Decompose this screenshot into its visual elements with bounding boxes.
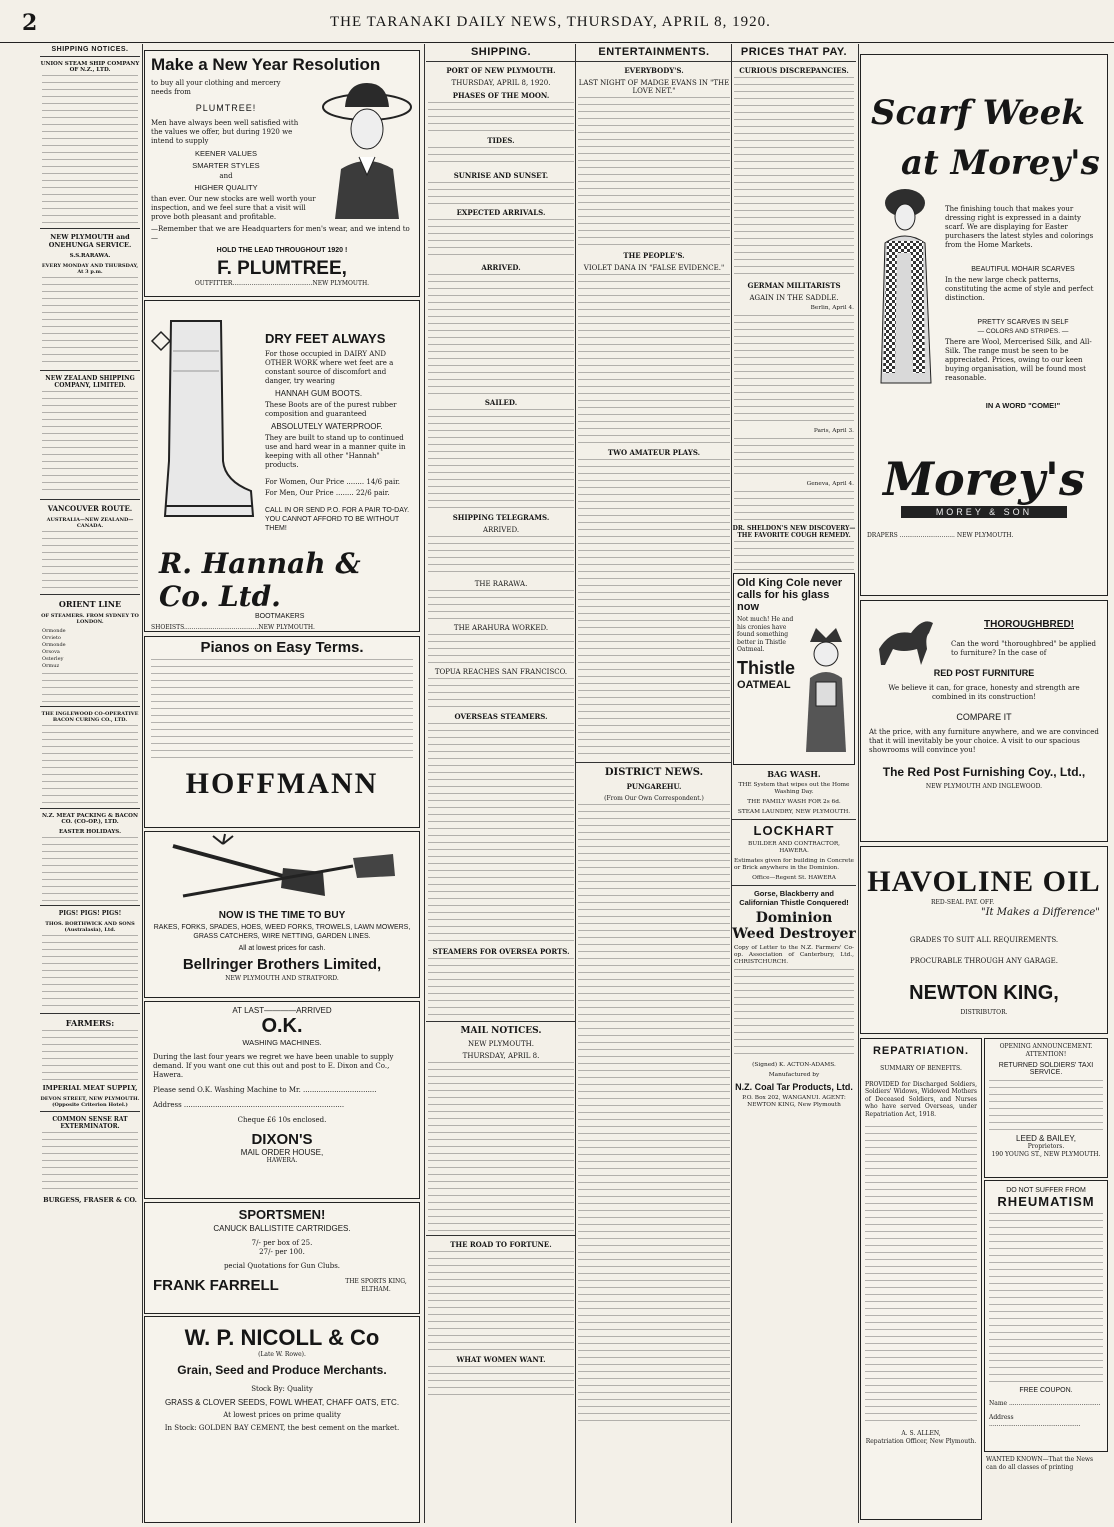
call-in-text: CALL IN OR SEND P.O. FOR A PAIR TO-DAY. YOU CANNOT AFFORD TO BE WITHOUT THEM! [265,507,410,532]
body-text [428,147,574,167]
divider [576,762,732,763]
divider [40,499,140,500]
body-text [734,438,854,478]
leed-bailey-name: LEED & BAILEY, [1016,1134,1076,1143]
at-last-arrived: AT LAST————ARRIVED [232,1006,332,1015]
mail-date: THURSDAY, APRIL 8. [462,1052,540,1060]
rarawa-heading: THE RARAWA. [474,580,528,588]
divider [732,819,856,820]
women-price: For Women, Our Price ........ 14/6 pair. [265,478,400,486]
absolutely-waterproof: ABSOLUTELY WATERPROOF. [271,422,383,431]
column-heading: SHIPPING. [426,44,576,62]
now-is-the-time: NOW IS THE TIME TO BUY [218,910,346,921]
hold-the-lead: HOLD THE LEAD THROUGHOUT 1920 ! [216,247,348,254]
old-king-cole-headline: Old King Cole never calls for his glass now [737,577,843,613]
prices-column [732,44,856,1523]
port-heading: PORT OF NEW PLYMOUTH. [446,66,556,75]
procurable-line: PROCURABLE THROUGH ANY GARAGE. [910,956,1058,965]
body-text [428,958,574,1018]
bag-wash-body: THE System that wipes out the Home Washing Day. [738,782,850,795]
bellringer-address: NEW PLYMOUTH AND STRATFORD. [225,975,339,982]
arrived-subheading: ARRIVED. [482,526,520,534]
pianos-headline: Pianos on Easy Terms. [200,639,364,656]
moreys-logo: Morey's [883,452,1085,506]
r-hannah-logo: R. Hannah & Co. Ltd. [159,547,361,613]
vancouver-route-heading: VANCOUVER ROUTE. [47,504,133,513]
column-heading: SHIPPING NOTICES. [40,44,140,57]
ship-name: Orvieto [42,635,61,641]
family-wash-price: THE FAMILY WASH FOR 2s 6d. [747,799,841,805]
old-king-cole-body: Not much! He and his cronies have found something better in Thistle Oatmeal. [737,616,794,653]
divider [40,706,140,707]
outfitter-line: OUTFITTER..........................................NEW PLYMOUTH. [194,280,370,287]
divider [732,885,856,886]
entertainments-column [576,44,732,1523]
ok-body: During the last four years we regret we have been unable to supply demand. If you want one cut this out and post to E. Dixon and Co., Hawera. [153,1053,394,1079]
what-women-want-heading: WHAT WOMEN WANT. [456,1355,546,1364]
divider [426,1021,576,1022]
wanganui-address: P.O. Box 202, WANGANUI. AGENT: NEWTON KING, New Plymouth [742,1095,846,1108]
column-rule [424,44,425,1523]
vessel-name: S.S.RARAWA. [69,253,111,259]
allen-name: A. S. ALLEN, [901,1430,941,1437]
union-company-heading: UNION STEAM SHIP COMPANY OF N.Z., LTD. [40,61,140,73]
signed-line: (Signed) K. ACTON-ADAMS. [752,1062,836,1068]
vancouver-subheading: AUSTRALIA—NEW ZEALAND—CANADA. [46,517,134,529]
garden-tools-illustration [153,836,411,906]
repatriation-body: PROVIDED for Discharged Soldiers, Soldiers' Widows, Widowed Mothers of Deceased Soldiers, and Nurses who have served Overseas, under Repatriation Act, 1918. [865,1080,977,1118]
diamond-logo-icon [151,331,171,351]
divider [40,1013,140,1014]
body-text [42,725,138,805]
dry-feet-body: For those occupied in DAIRY AND OTHER WORK where wet feet are a constant source of discomfort and danger, try wearing [265,350,394,385]
body-text [428,536,574,576]
red-post-address: NEW PLYMOUTH AND INGLEWOOD. [925,783,1043,790]
body-text [42,935,138,1010]
paris-dateline: Paris, April 3. [813,428,854,434]
geneva-dateline: Geneva, April 4. [806,481,854,487]
wp-nicoll-advertisement [144,1316,420,1523]
thistle-oatmeal-advertisement [733,573,855,765]
page-number: 2 [22,10,38,36]
body-text [42,277,138,367]
dry-feet-body-2: These Boots are of the purest rubber composition and guaranteed [265,401,397,418]
wanted-known-notice: WANTED KNOWN—That the News can do all classes of printing [986,1456,1094,1471]
red-seal-mark: RED-SEAL PAT. OFF. [931,899,995,906]
body-text [42,673,138,703]
ship-name: Osterley [42,656,64,662]
morey-and-son-banner: MOREY & SON [901,506,1067,518]
right-advertisements-column [860,44,1110,1523]
body-text [989,1213,1103,1383]
body-text [428,723,574,943]
sportsmen-headline: SPORTSMEN! [238,1207,326,1222]
rat-exterminator-heading: COMMON SENSE RAT EXTERMINATOR. [52,1116,128,1130]
body-text [734,491,854,521]
bacon-company-heading: THE INGLEWOOD CO-OPERATIVE BACON CURING CO., LTD. [41,711,139,723]
thoroughbred-headline: THOROUGHBRED! [984,619,1074,630]
body-text [428,1366,574,1396]
bootmakers-label: BOOTMAKERS [255,613,305,620]
column-rule [858,44,859,1523]
at-moreys-headline: at Morey's [901,143,1100,183]
district-news-heading: DISTRICT NEWS. [604,767,704,778]
ship-name: Ormuz [42,663,60,669]
plumtree-body-2: than ever. Our new stocks are well worth your inspection, and we feel sure that a visit will prove both pleasant and profitable. [151,195,316,221]
bag-wash-heading: BAG WASH. [767,769,821,779]
please-send-line: Please send O.K. Washing Machine to Mr. ................................. [153,1086,377,1094]
body-text [578,804,730,1424]
smarter-styles: SMARTER STYLES [192,161,260,170]
returned-soldiers-taxi: RETURNED SOLDIERS' TAXI SERVICE. [998,1062,1094,1076]
and-text: and [219,172,233,180]
divider [40,808,140,809]
divider [40,905,140,906]
ok-washing-machines-advertisement [144,1001,420,1199]
it-makes-a-difference: "It Makes a Difference" [981,906,1100,918]
advertisements-column [144,44,422,1523]
plumtree-intro: to buy all your clothing and mercery needs from [151,79,281,96]
divider [426,1235,576,1236]
rheumatism-headline: RHEUMATISM [997,1194,1095,1209]
golden-bay-cement: In Stock: GOLDEN BAY CEMENT, the best cement on the market. [164,1423,400,1432]
in-a-word-come: IN A WORD "COME!" [985,401,1061,410]
farmers-heading: FARMERS: [65,1018,115,1028]
body-text [428,634,574,664]
coal-tar-products-name: N.Z. Coal Tar Products, Ltd. [735,1082,853,1092]
two-amateur-plays-heading: TWO AMATEUR PLAYS. [607,448,701,457]
weed-letter-intro: Copy of Letter to the N.Z. Farmers' Co-op. Association of Canterbury, Ltd., CHRISTCHURCH. [734,945,854,965]
overseas-steamers-heading: OVERSEAS STEAMERS. [454,712,548,721]
repatriation-headline: REPATRIATION. [872,1045,970,1057]
tides-heading: TIDES. [487,136,515,145]
woman-in-scarf-illustration [865,183,943,383]
bellringer-tools-advertisement [144,831,420,998]
body-text [578,459,730,759]
red-post-company-name: The Red Post Furnishing Coy., Ltd., [882,765,1086,779]
mail-new-plymouth: NEW PLYMOUTH. [468,1040,534,1048]
nz-shipping-heading: NEW ZEALAND SHIPPING COMPANY, LIMITED. [45,375,135,389]
body-text [428,409,574,509]
sailed-heading: SAILED. [484,398,518,407]
body-text [42,837,138,902]
dixons-name: DIXON'S [251,1131,313,1148]
taxi-service-advertisement [984,1038,1108,1178]
red-post-furniture-name: RED POST FURNITURE [933,668,1035,678]
madge-evans-heading: LAST NIGHT OF MADGE EVANS IN "THE LOVE NET." [578,79,730,95]
plumtree-body: Men have always been well satisfied with the values we offer, but during 1920 we intend to supply [151,119,299,145]
divider [40,594,140,595]
address-line: Address ........................................................................ [153,1101,345,1109]
body-text [734,77,854,277]
shoeists-line: SHOEISTS.......................................NEW PLYMOUTH. [151,624,315,631]
body-text [42,1132,138,1192]
body-text [428,182,574,204]
date-heading: THURSDAY, APRIL 8, 1920. [451,79,551,87]
topua-heading: TOPUA REACHES SAN FRANCISCO. [434,668,568,676]
proprietors-label: Proprietors. [1027,1143,1065,1150]
expected-arrivals-heading: EXPECTED ARRIVALS. [456,208,546,217]
mohair-scarves-heading: BEAUTIFUL MOHAIR SCARVES [971,266,1075,273]
havoline-oil-name: HAVOLINE OIL [867,865,1101,898]
drapers-line: DRAPERS ............................. NEW PLYMOUTH. [867,532,1014,539]
german-militarists-heading: GERMAN MILITARISTS [747,281,841,290]
body-text [428,102,574,132]
column-heading: ENTERTAINMENTS. [576,44,732,62]
divider [40,370,140,371]
peoples-heading: THE PEOPLE'S. [623,251,685,260]
lowest-prices-line: At lowest prices on prime quality [223,1410,341,1419]
higher-quality: HIGHER QUALITY [194,183,258,192]
body-text [428,678,574,708]
newton-king-name: NEWTON KING, [909,981,1059,1004]
pigs-heading: PIGS! PIGS! PIGS! [58,910,122,917]
moreys-scarf-week-advertisement [860,54,1108,596]
builder-contractor: BUILDER AND CONTRACTOR, HAWERA. [747,841,841,854]
sailing-schedule: EVERY MONDAY AND THURSDAY, At 3 p.m. [41,263,139,275]
divider [40,228,140,229]
easter-holidays-heading: EASTER HOLIDAYS. [58,829,121,835]
sheldon-heading: DR. SHELDON'S NEW DISCOVERY—THE FAVORITE COUGH REMEDY. [732,525,856,539]
body-text [578,97,730,247]
weed-destroyer-name: Weed Destroyer [732,926,856,942]
pretty-body: There are Wool, Mercerised Silk, and All-Silk. The range must be seen to be appreciated. Prices, owing to our keen buying organisation, will be found most reasonable. [945,338,1092,382]
opening-announcement: OPENING ANNOUNCEMENT. ATTENTION! [999,1043,1093,1058]
canuck-cartridges: CANUCK BALLISTITE CARTRIDGES. [213,1224,351,1233]
dry-feet-headline: DRY FEET ALWAYS [265,331,386,346]
correspondent-note: (From Our Own Correspondent.) [604,795,704,802]
compare-it-heading: COMPARE IT [956,712,1012,722]
berlin-dateline: Berlin, April 4. [810,305,854,311]
body-text [734,541,854,571]
repatriation-officer: Repatriation Officer, New Plymouth. [865,1437,977,1445]
seeds-list: GRASS & CLOVER SEEDS, FOWL WHEAT, CHAFF OATS, ETC. [164,1397,400,1407]
hannah-gum-boots-advertisement [144,300,420,632]
havoline-oil-advertisement [860,846,1108,1034]
king-cole-illustration [798,622,854,752]
tools-list: RAKES, FORKS, SPADES, HOES, WEED FORKS, TROWELS, LAWN MOWERS, GRASS CATCHERS, WIRE NETTING, GARDEN LINES. [153,924,411,940]
column-rule [142,44,143,1523]
body-text [989,1080,1103,1130]
ship-name: Ormonde [42,628,66,634]
young-street-address: 190 YOUNG ST., NEW PLYMOUTH. [991,1150,1101,1158]
f-plumtree-name: F. PLUMTREE, [217,258,347,279]
body-text [42,75,138,225]
curious-discrepancies-heading: CURIOUS DISCREPANCIES. [739,66,849,75]
orient-subheading: OF STEAMERS. FROM SYDNEY TO LONDON. [41,613,139,625]
steam-laundry-name: STEAM LAUNDRY, NEW PLYMOUTH. [737,809,851,815]
meat-packing-heading: N.Z. MEAT PACKING & BACON CO. (CO-OP.), LTD. [42,813,138,825]
red-post-body: We believe it can, for grace, honesty and strength are combined in its construction! [888,684,1080,701]
plumtree-remember: —Remember that we are Headquarters for men's wear, and we intend to— [151,225,410,242]
column-heading: PRICES THAT PAY. [732,44,856,62]
arahura-heading: THE ARAHURA WORKED. [453,624,549,632]
colors-stripes-heading: — COLORS AND STRIPES. — [977,328,1069,335]
plumtree-headline: Make a New Year Resolution [151,55,381,74]
red-post-furniture-advertisement [860,600,1108,842]
body-text [428,274,574,394]
hawera-label: HAWERA. [266,1157,298,1164]
wp-nicoll-name: W. P. NICOLL & Co [184,1325,380,1350]
body-text [42,1030,138,1080]
grain-seed-produce: Grain, Seed and Produce Merchants. [177,1362,387,1377]
compare-body: At the price, with any furniture anywhere, and we are convinced that it will inevitably be your choice. A visit to our spacious showrooms will convince you! [869,728,1099,754]
lockhart-body: Estimates given for building in Concrete or Brick anywhere in the Dominion. [734,858,854,871]
thoroughbred-body: Can the word "thoroughbred" be applied to furniture? In the case of [951,640,1097,657]
washing-machines-label: WASHING MACHINES. [242,1038,322,1047]
ship-name: Ormonde [42,642,66,648]
mail-notices-heading: MAIL NOTICES. [460,1026,542,1036]
sportsmen-advertisement [144,1202,420,1314]
late-w-rowe: (Late W. Rowe). [258,1351,306,1358]
plumtree-advertisement [144,50,420,297]
keener-values: KEENER VALUES [195,149,257,158]
coupon-name-line: Name ................................................ [989,1400,1101,1407]
hannah-boots-name: HANNAH GUM BOOTS. [275,389,363,398]
man-in-hat-illustration [315,79,415,219]
bellringer-name: Bellringer Brothers Limited, [182,956,382,973]
special-quotations: pecial Quotations for Gun Clubs. [223,1262,341,1270]
everybodys-heading: EVERYBODY'S. [624,66,684,75]
body-text [42,531,138,591]
divider [40,1111,140,1112]
dry-feet-body-3: They are built to stand up to continued use and hard wear in a manner quite in keeping with all other "Hannah" products. [265,434,406,469]
pungarehu-heading: PUNGAREHU. [626,782,682,791]
repatriation-advertisement [860,1038,982,1520]
masthead [0,0,1114,43]
body-text [428,590,574,620]
body-text [42,391,138,496]
lowest-prices: All at lowest prices for cash. [238,945,326,952]
cheque-line: Cheque £6 10s enclosed. [237,1116,327,1124]
scarf-week-headline: Scarf Week [871,93,1085,133]
newspaper-title: THE TARANAKI DAILY NEWS, THURSDAY, APRIL 8, 1920. [330,14,771,30]
again-in-saddle-heading: AGAIN IN THE SADDLE. [749,294,839,302]
manufactured-by: Manufactured by [768,1072,820,1078]
hoffmann-name: HOFFMANN [185,767,379,800]
mail-order-house: MAIL ORDER HOUSE, [240,1148,324,1157]
shipping-notices-column [40,44,140,1523]
borthwick-heading: THOS. BORTHWICK AND SONS (Australasia), Ltd. [45,921,135,933]
scarf-week-body: The finishing touch that makes your dressing right is expressed in a dainty scarf. We are displaying for Easter purchasers the latest styles and colorings from the Home Markets. [945,205,1094,249]
shipping-telegrams-heading: SHIPPING TELEGRAMS. [452,513,550,522]
body-text [734,969,854,1059]
orient-ship-list [42,628,138,670]
phases-heading: PHASES OF THE MOON. [452,91,550,100]
road-to-fortune-heading: THE ROAD TO FORTUNE. [450,1240,552,1249]
sports-king-label: THE SPORTS KING, ELTHAM. [345,1278,407,1293]
shipping-news-column [426,44,576,1523]
grades-line: GRADES TO SUIT ALL REQUIREMENTS. [909,935,1059,944]
body-text [428,219,574,259]
men-price: For Men, Our Price ........ 22/6 pair. [265,489,390,497]
body-text [428,1251,574,1351]
price-per-100: 27/- per 100. [259,1248,305,1256]
dominion-name: Dominion [755,910,833,926]
pianos-price-table [151,659,413,759]
devon-street-address: DEVON STREET, NEW PLYMOUTH. (Opposite Criterion Hotel.) [40,1096,140,1108]
imperial-meat-heading: IMPERIAL MEAT SUPPLY, [42,1084,138,1092]
mohair-body: In the new large check patterns, constituting the acme of style and perfect distinction. [945,276,1094,302]
oatmeal-name: OATMEAL [737,678,791,691]
orient-line-heading: ORIENT LINE [58,599,122,609]
sunrise-heading: SUNRISE AND SUNSET. [453,171,549,180]
coupon-address-line: Address ................................................ [989,1413,1081,1428]
gorse-headline: Gorse, Blackberry and Californian Thistle Conquered! [739,889,849,907]
rheumatism-advertisement [984,1180,1108,1452]
body-text [428,1062,574,1232]
free-coupon: FREE COUPON. [1019,1387,1073,1394]
do-not-suffer: DO NOT SUFFER FROM [1006,1187,1086,1194]
frank-farrell-name: FRANK FARRELL [153,1277,279,1294]
price-per-25: 7/- per box of 25. [251,1239,313,1247]
onehunga-service-heading: NEW PLYMOUTH and ONEHUNGA SERVICE. [48,233,132,249]
stock-quality: Stock By: Quality [251,1384,313,1393]
violet-dana-heading: VIOLET DANA IN "FALSE EVIDENCE." [583,264,725,272]
hoffmann-pianos-advertisement [144,636,420,828]
body-text [734,315,854,425]
arrived-heading: ARRIVED. [481,263,521,272]
burgess-fraser-heading: BURGESS, FRASER & CO. [43,1196,137,1204]
body-text [865,1126,977,1426]
body-text [578,274,730,444]
steamers-for-oversea-heading: STEAMERS FOR OVERSEA PORTS. [432,947,570,956]
plumtree-name: PLUMTREE! [195,103,257,113]
summary-of-benefits: SUMMARY OF BENEFITS. [880,1065,962,1072]
thistle-name: Thistle [737,657,796,678]
horse-illustration [871,609,943,669]
distributor-label: DISTRIBUTOR. [960,1008,1008,1016]
lockhart-office: Office—Regent St. HAWERA [752,875,836,881]
pretty-scarves-heading: PRETTY SCARVES IN SELF [977,319,1069,326]
ship-name: Orsova [42,649,60,655]
sportsmen-footer [153,1277,411,1294]
ok-brand: O.K. [261,1015,303,1037]
lockhart-name: LOCKHART [753,823,835,838]
